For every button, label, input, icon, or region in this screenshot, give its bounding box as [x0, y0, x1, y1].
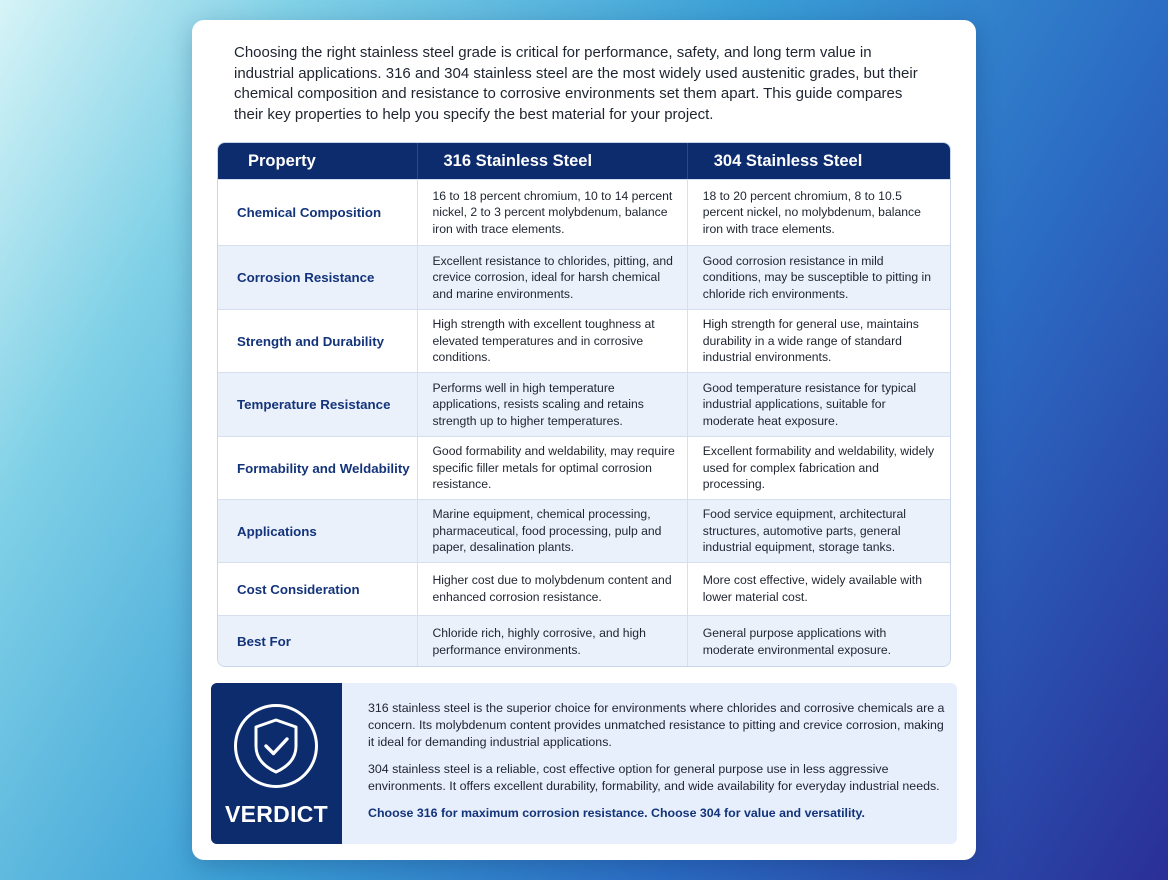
row-304-value: High strength for general use, maintains durability in a wide range of standard industrial environments. [687, 310, 950, 372]
row-property: Temperature Resistance [237, 397, 391, 412]
verdict-panel [211, 683, 957, 844]
row-304-value: Good corrosion resistance in mild conditions, may be susceptible to pitting in chloride rich environments. [687, 246, 950, 309]
shield-check-icon [233, 703, 319, 789]
row-property: Strength and Durability [237, 333, 385, 349]
row-316-value: 16 to 18 percent chromium, 10 to 14 percent nickel, 2 to 3 percent molybdenum, balance iron with trace elements. [417, 180, 686, 245]
row-304-value: Excellent formability and weldability, widely used for complex fabrication and processing. [687, 437, 950, 499]
row-316-value: Higher cost due to molybdenum content and enhanced corrosion resistance. [417, 563, 686, 615]
table-row [218, 245, 950, 309]
row-304-value: General purpose applications with moderate environmental exposure. [687, 616, 950, 667]
table-row [218, 179, 950, 245]
row-316-value: Chloride rich, highly corrosive, and high performance environments. [417, 616, 686, 667]
row-304-value: More cost effective, widely available with lower material cost. [687, 563, 950, 615]
header-316: 316 Stainless Steel [417, 143, 686, 179]
intro-paragraph: Choosing the right stainless steel grade is critical for performance, safety, and long term value in industrial applications. 316 and 304 stainless steel are the most widely used austenitic grades, but their chemical composition and resistance to corrosive environments set them apart. This guide compares their key properties to help you specify the best material for your project. [234, 44, 918, 123]
verdict-text [368, 700, 948, 832]
row-316-value: High strength with excellent toughness at elevated temperatures and in corrosive conditions. [417, 310, 686, 372]
table-row [218, 615, 950, 667]
verdict-paragraph-304: 304 stainless steel is a reliable, cost effective option for general purpose use in less aggressive environments. It offers excellent durability, formability, and wide availability for everyday industrial needs. [368, 762, 940, 793]
verdict-paragraph-316: 316 stainless steel is the superior choice for environments where chlorides and corrosive chemicals are a concern. Its molybdenum content provides unmatched resistance to pitting and crevice corrosion, making it ideal for demanding industrial applications. [368, 701, 945, 749]
table-row [218, 499, 950, 562]
verdict-summary: Choose 316 for maximum corrosion resistance. Choose 304 for value and versatility. [368, 806, 865, 820]
row-316-value: Good formability and weldability, may require specific filler metals for optimal corrosion resistance. [417, 437, 686, 499]
verdict-badge [211, 683, 342, 844]
row-property: Applications [237, 523, 317, 539]
verdict-label: VERDICT [224, 801, 329, 827]
row-property: Corrosion Resistance [237, 270, 375, 285]
row-304-value: Food service equipment, architectural structures, automotive parts, general industrial equipment, storage tanks. [687, 500, 950, 562]
header-property: Property [248, 151, 316, 170]
table-row [218, 562, 950, 615]
row-304-value: 18 to 20 percent chromium, 8 to 10.5 percent nickel, no molybdenum, balance iron with trace elements. [687, 180, 950, 245]
row-316-value: Performs well in high temperature applications, resists scaling and retains strength up to higher temperatures. [417, 373, 686, 436]
row-property: Formability and Weldability [237, 460, 410, 476]
header-304: 304 Stainless Steel [687, 143, 950, 179]
row-property: Best For [237, 634, 291, 649]
comparison-table [217, 142, 951, 667]
table-row [218, 372, 950, 436]
row-316-value: Marine equipment, chemical processing, pharmaceutical, food processing, pulp and paper, desalination plants. [417, 500, 686, 562]
table-row [218, 309, 950, 372]
content-card [192, 20, 976, 860]
row-316-value: Excellent resistance to chlorides, pitting, and crevice corrosion, ideal for harsh chemical and marine environments. [417, 246, 686, 309]
table-header [218, 143, 950, 179]
row-property: Cost Consideration [237, 581, 360, 597]
table-row [218, 436, 950, 499]
row-304-value: Good temperature resistance for typical industrial applications, suitable for moderate heat exposure. [687, 373, 950, 436]
row-property: Chemical Composition [237, 205, 382, 220]
